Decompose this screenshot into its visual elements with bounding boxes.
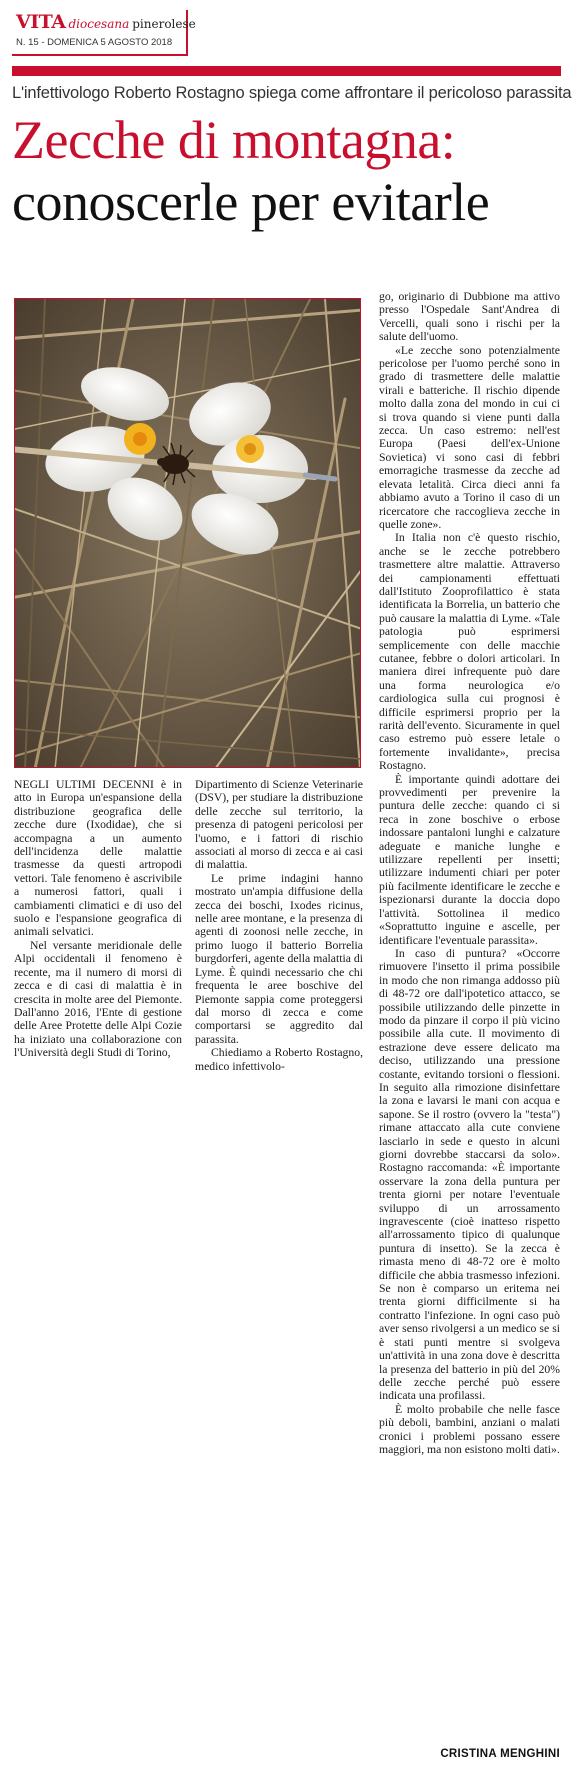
paragraph: È molto probabile che nelle fasce più deboli, bambini, anziani o malati cronici i problemi possano essere maggiori, ma non esistono molti dati». <box>379 1402 560 1456</box>
article-byline: CRISTINA MENGHINI <box>440 1748 560 1760</box>
paragraph: NEGLI ULTIMI DECENNI è in atto in Europa un'espansione della distribuzione geografica delle zecche dure (Ixodidae), che si accompagna a un aumento dell'incidenza delle malattie trasmesse da questi artropodi vettori. Tale fenomeno è ascrivibile a numerosi fattori, quali i cambiamenti climatici e di uso del suolo e l'espansione geografica di animali selvatici. <box>14 778 182 939</box>
article-photo <box>14 298 361 768</box>
masthead <box>12 10 196 56</box>
article-column-3 <box>379 290 560 1742</box>
brand-vita: VITA <box>16 11 66 33</box>
brand-pinerolese: pinerolese <box>132 17 196 31</box>
brand-diocesana: diocesana <box>68 17 130 31</box>
article-kicker: L'infettivologo Roberto Rostagno spiega come affrontare il pericoloso parassita <box>12 84 572 102</box>
article-title-line1: Zecche di montagna: <box>12 110 456 170</box>
paragraph: go, originario di Dubbione ma attivo presso l'Ospedale Sant'Andrea di Vercelli, quali sono i rischi per la salute dell'uomo. <box>379 290 560 344</box>
section-divider <box>12 66 561 76</box>
tick-on-white-flower-photo <box>15 299 361 768</box>
paragraph: Chiediamo a Roberto Rostagno, medico infettivolo- <box>195 1046 363 1073</box>
paragraph: È importante quindi adottare dei provvedimenti per prevenire la puntura delle zecche: quando ci si reca in zone boschive o erbose indossare pantaloni lunghi e calzature adeguate e maniche lunghe e utilizzare repellenti per insetti; utilizzare indumenti chiari per poter più facilmente identificare le zecche e ispezionarsi durante la doccia dopo l'attività. Sottolinea il medico «Soprattutto inguine e ascelle, per identificare l'eventuale parassita». <box>379 772 560 947</box>
article-title-line2: conoscerle per evitarle <box>12 172 490 232</box>
article-column-2 <box>195 778 363 1078</box>
paragraph: «Le zecche sono potenzialmente pericolose per l'uomo perché sono in grado di trasmettere delle malattie virali e batteriche. Il rischio dipende molto dalla zona del mondo in cui ci si trova quando si viene punti dalla zecca. Un caso estremo: nell'est Europa (Paesi dell'ex-Unione Sovietica) vi sono casi di febbri emorragiche trasmesse da zecche ad elevata letalità. Circa dieci anni fa abbiamo avuto a Torino il caso di un ricercatore che raccoglieva zecche in quelle zone». <box>379 343 560 531</box>
paragraph: In Italia non c'è questo rischio, anche se le zecche potrebbero trasmettere altre malattie. Attraverso dei campionamenti effettuati dall'Istituto Zooprofilattico è stata identificata la Borrelia, un batterio che può causare la malattia di Lyme. «Tale patologia può esprimersi semplicemente con delle macchie cutanee, febbre o dolori articolari. In maniera direi infrequente può dare una forma neurologica e/o cardiologica sulla cui prognosi è difficile esprimersi proprio per la rarità dell'evento. Sicuramente in quel caso estremo può essere letale o fortemente invalidante», precisa Rostagno. <box>379 531 560 773</box>
issue-date: N. 15 - DOMENICA 5 AGOSTO 2018 <box>16 37 173 48</box>
paragraph: Le prime indagini hanno mostrato un'ampia diffusione della zecca dei boschi, Ixodes ricinus, nelle aree montane, e la presenza di agenti di zoonosi nelle zecche, in primo luogo il batterio Borrelia burgdorferi, agente della malattia di Lyme. È quindi necessario che chi frequenta le aree boschive del Piemonte sappia come proteggersi dal morso di zecca e come comportarsi se aggredito dal parassita. <box>195 871 363 1046</box>
paragraph: Nel versante meridionale delle Alpi occidentali il fenomeno è recente, ma il numero di morsi di zecca e di casi di malattia è in crescita in molte aree del Piemonte. Dall'anno 2016, l'Ente di gestione delle Aree Protette delle Alpi Cozie ha iniziato una collaborazione con l'Università degli Studi di Torino, <box>14 938 182 1060</box>
paragraph: Dipartimento di Scienze Veterinarie (DSV), per studiare la distribuzione delle zecche sul territorio, la presenza di patogeni pericolosi per l'uomo, e i fattori di rischio associati al morso di zecca e ai casi di malattia. <box>195 778 363 872</box>
paragraph: In caso di puntura? «Occorre rimuovere l'insetto il prima possibile in modo che non rimanga addosso più di 48-72 ore dall'ipotetico attacco, se possibile utilizzando delle pinzette in modo da pinzare il corpo il più vicino possibile alla cute. Il movimento di estrazione deve essere delicato ma deciso, utilizzando una pressione costante, evitando torsioni o flessioni. In seguito alla rimozione disinfettare la zona e lavarsi le mani con acqua e sapone. Se il rostro (ovvero la "testa") rimane attaccato alla cute conviene lasciarlo in sede e questo in alcuni giorni dovrebbe staccarsi da solo». Rostagno raccomanda: «È importante osservare la zona della puntura per trenta giorni per notare l'eventuale sviluppo di un arrossamento ingravescente (cioè inatteso rispetto all'arrossamento tipico di qualunque puntura di insetto). Se la zecca è rimasta meno di 48-72 ore è molto difficile che abbia trasmesso infezioni. Se non è comparso un eritema nei trenta giorni difficilmente si ha contratto l'infezione. In ogni caso può aver senso rivolgersi a un medico se si è stati punti mentre si svolgeva un'attività in una zona dove è descritta la presenza del batterio in più del 20% delle zecche perché può essere indicata una profilassi. <box>379 946 560 1403</box>
brand-logo[interactable] <box>16 12 196 34</box>
article-column-1 <box>14 778 182 1078</box>
